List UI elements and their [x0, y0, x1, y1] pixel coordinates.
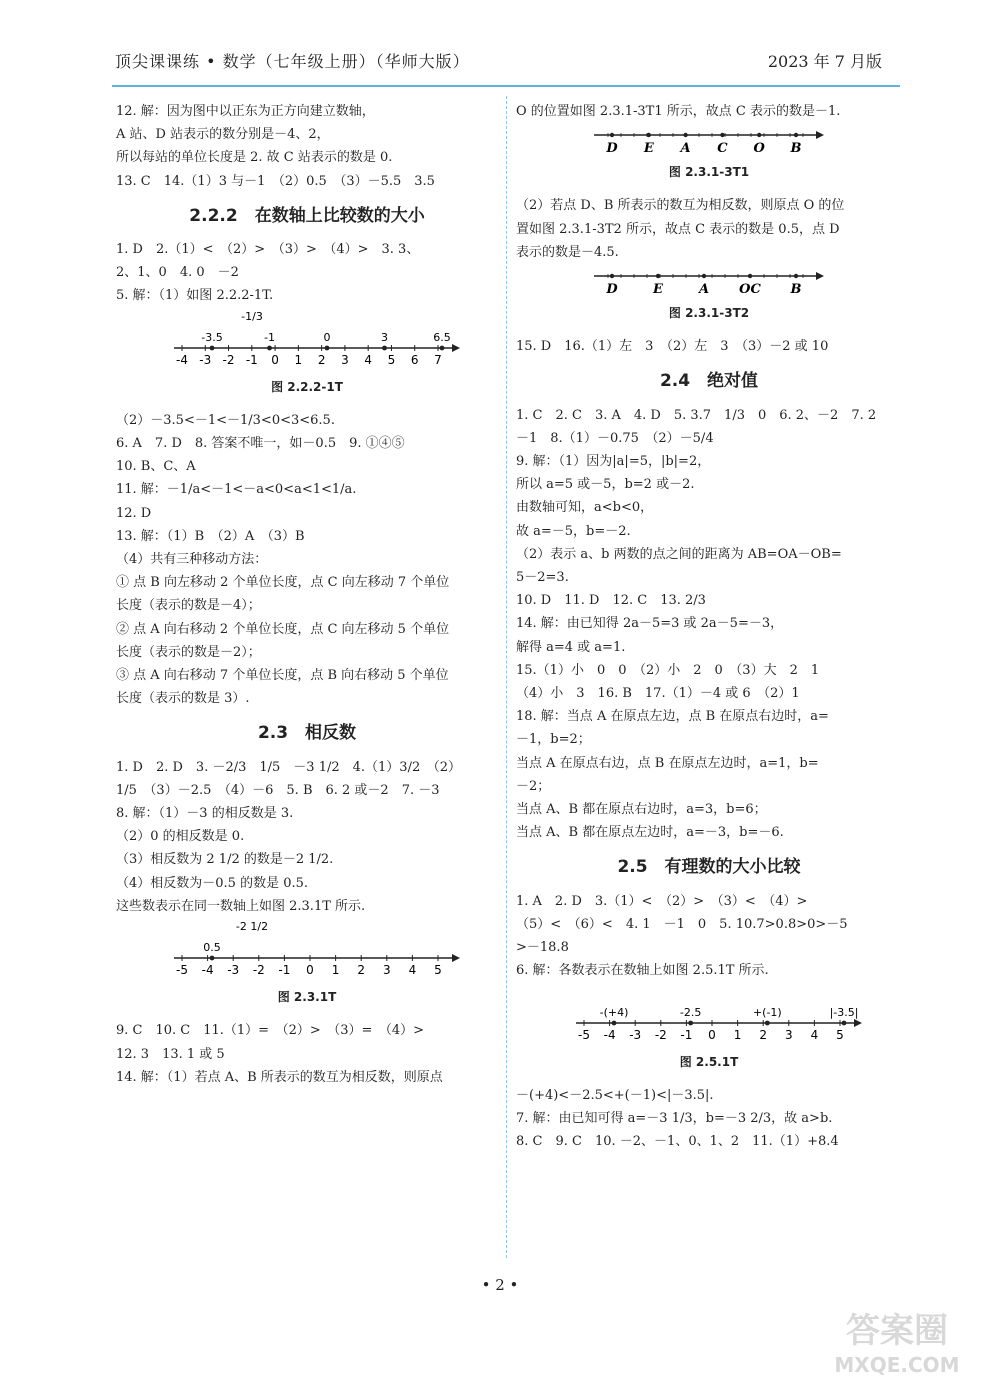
- figure-container: [516, 983, 902, 1047]
- figure-container: [116, 308, 498, 372]
- answer-line: －2；: [516, 778, 551, 794]
- point-mark: [683, 133, 687, 137]
- answer-line: 15.（1）小 0 0 （2）小 2 0 （3）大 2 1: [516, 662, 820, 678]
- answer-line: 由数轴可知，a<b<0，: [516, 500, 654, 516]
- point-mark: [210, 956, 215, 961]
- number-line-figure: [544, 983, 874, 1047]
- section-heading: 2.2.2 在数轴上比较数的大小: [189, 205, 425, 226]
- answer-line: 1/5 （3）－2.5 （4）－6 5. B 6. 2 或－2 7. －3: [116, 782, 440, 798]
- point-label: D: [606, 282, 618, 298]
- point-label: OC: [739, 282, 761, 298]
- answer-line: （2）－3.5<－1<－1/3<0<3<6.5.: [116, 412, 335, 428]
- tick-label: 3: [784, 1027, 793, 1042]
- answer-line: 8. C 9. C 10. －2、－1、0、1、2 11.（1）+8.4: [516, 1134, 839, 1150]
- answer-line: 7. 解：由已知可得 a=－3 1/3，b=－3 2/3，故 a>b.: [516, 1110, 833, 1126]
- answer-line: 当点 A、B 都在原点右边时，a=3，b=6；: [516, 802, 767, 818]
- tick-label: 7: [434, 352, 442, 367]
- header-title: 顶尖课课练 • 数学（七年级上册）（华师大版）: [115, 52, 470, 71]
- point-label: D: [606, 141, 618, 157]
- tick-label: 4: [408, 963, 417, 978]
- answer-line: 15. D 16.（1）左 3 （2）左 3 （3）－2 或 10: [516, 339, 829, 355]
- axis-arrow: [452, 954, 460, 962]
- section-heading: 2.3 相反数: [257, 723, 357, 744]
- tick-label: -3: [629, 1027, 642, 1042]
- axis-arrow: [816, 131, 824, 139]
- point-mark: [610, 133, 614, 137]
- answer-line: 当点 A、B 都在原点左边时，a=－3，b=－6.: [516, 825, 784, 841]
- tick-label: -1: [680, 1027, 693, 1042]
- point-label: B: [790, 282, 802, 298]
- number-line-figure: [142, 918, 472, 982]
- point-label: E: [643, 141, 654, 157]
- tick-label: 1: [294, 352, 303, 367]
- answer-line: ② 点 A 向右移动 2 个单位长度，点 C 向左移动 5 个单位: [116, 621, 450, 637]
- answer-line: 所以每站的单位长度是 2. 故 C 站表示的数是 0.: [116, 150, 393, 166]
- point-label: +(-1): [752, 1005, 782, 1019]
- tick-label: 0: [306, 963, 314, 978]
- point-mark: [325, 345, 330, 350]
- point-mark: [382, 345, 387, 350]
- point-label: -1: [264, 330, 275, 344]
- answer-line: （2）0 的相反数是 0.: [116, 829, 245, 845]
- tick-label: 0: [708, 1027, 716, 1042]
- point-label: |-3.5|: [829, 1005, 859, 1019]
- point-mark: [688, 1020, 693, 1025]
- answer-line: 12. 解：因为图中以正东为正方向建立数轴，: [116, 104, 375, 119]
- answer-line: 长度（表示的数是 3）.: [116, 691, 250, 707]
- point-mark: [612, 1020, 617, 1025]
- header-edition: 2023 年 7 月版: [767, 52, 882, 71]
- tick-label: 3: [382, 963, 391, 978]
- number-line-figure: [142, 308, 472, 372]
- tick-label: 2: [759, 1027, 768, 1042]
- point-mark: [757, 133, 761, 137]
- point-label: -2.5: [679, 1005, 702, 1019]
- column-divider: [506, 96, 507, 1258]
- point-mark: [794, 274, 798, 278]
- answer-line: 10. D 11. D 12. C 13. 2/3: [516, 593, 706, 609]
- answer-line: 长度（表示的数是－4）；: [116, 598, 261, 614]
- answer-line: 14. 解：（1）若点 A、B 所表示的数互为相反数，则原点: [116, 1069, 443, 1085]
- point-mark: [210, 345, 215, 350]
- answer-line: 11. 解：－1/a<－1<－a<0<a<1<1/a.: [116, 482, 357, 498]
- number-line-figure: [594, 264, 824, 298]
- tick-label: -4: [201, 963, 214, 978]
- stamp-text: 答案圈: [846, 1311, 948, 1351]
- figure-container: [516, 123, 902, 157]
- tick-label: 4: [364, 352, 373, 367]
- tick-label: 0: [271, 352, 279, 367]
- axis-arrow: [452, 344, 460, 352]
- answer-line: 1. D 2.（1）< （2）> （3）> （4）> 3. 3、: [116, 242, 420, 258]
- answer-line: 18. 解：当点 A 在原点左边，点 B 在原点右边时，a=: [516, 709, 829, 725]
- axis-arrow: [816, 272, 824, 280]
- answer-line: ③ 点 A 向右移动 7 个单位长度，点 B 向右移动 5 个单位: [116, 668, 449, 684]
- tick-label: 4: [810, 1027, 819, 1042]
- point-mark: [720, 133, 724, 137]
- answer-line: 解得 a=4 或 a=1.: [516, 639, 626, 655]
- point-label: 6.5: [433, 330, 451, 344]
- point-label: -3.5: [201, 330, 223, 344]
- point-label: 3: [381, 330, 388, 344]
- point-label: A: [680, 141, 691, 157]
- answer-line: （4）小 3 16. B 17.（1）－4 或 6 （2）1: [516, 686, 800, 702]
- point-mark: [842, 1020, 847, 1025]
- tick-label: -2: [654, 1027, 667, 1042]
- figure-caption: 图 2.2.2-1T: [271, 379, 343, 394]
- point-label: B: [790, 141, 802, 157]
- answer-line: 9. 解：（1）因为|a|=5，|b|=2，: [516, 454, 711, 470]
- tick-label: 1: [733, 1027, 742, 1042]
- answer-line: 故 a=－5，b=－2.: [516, 523, 631, 539]
- answer-line: 12. D: [116, 505, 152, 521]
- tick-label: 1: [331, 963, 340, 978]
- point-label: 0: [323, 330, 331, 344]
- point-mark: [440, 345, 445, 350]
- point-mark: [647, 133, 651, 137]
- tick-label: 2: [317, 352, 326, 367]
- point-mark: [610, 274, 614, 278]
- figure-container: [116, 918, 498, 982]
- answer-line: 2、1、0 4. 0 －2: [116, 265, 239, 281]
- figure-container: [516, 264, 902, 298]
- right-column: [516, 100, 902, 1153]
- tick-label: 5: [836, 1027, 844, 1042]
- answer-line: O 的位置如图 2.3.1-3T1 所示，故点 C 表示的数是－1.: [516, 104, 841, 119]
- answer-line: （2）表示 a、b 两数的点之间的距离为 AB=OA－OB=: [516, 546, 842, 562]
- figure-caption: 图 2.3.1T: [277, 990, 337, 1005]
- answer-line: 所以 a=5 或－5，b=2 或－2.: [516, 477, 695, 493]
- point-mark: [702, 274, 706, 278]
- tick-label: 3: [341, 352, 349, 367]
- figure-caption: 图 2.3.1-3T1: [668, 165, 750, 180]
- stamp-url: MXQE.COM: [834, 1353, 960, 1377]
- tick-label: -3: [227, 963, 240, 978]
- answer-line: A 站、D 站表示的数分别是－4、2，: [116, 127, 330, 143]
- tick-label: -1: [278, 963, 291, 978]
- answer-line: 长度（表示的数是－2）；: [116, 644, 261, 660]
- tick-label: 5: [387, 352, 396, 367]
- answer-line: 置如图 2.3.1-3T2 所示，故点 C 表示的数是 0.5，点 D: [516, 221, 840, 237]
- point-mark: [748, 274, 752, 278]
- tick-label: -4: [176, 352, 188, 367]
- figure-caption: 图 2.3.1-3T2: [668, 306, 750, 321]
- answer-line: －1 8.（1）－0.75 （2）－5/4: [516, 430, 714, 446]
- header-rule: [112, 85, 900, 87]
- answer-line: 5. 解：（1）如图 2.2.2-1T.: [116, 288, 274, 304]
- axis-arrow: [854, 1019, 862, 1027]
- point-label: C: [717, 141, 728, 157]
- point-label: E: [653, 282, 663, 298]
- tick-label: 5: [434, 963, 442, 978]
- tick-label: 2: [357, 963, 366, 978]
- point-label: O: [753, 141, 765, 157]
- tick-label: -2: [252, 963, 265, 978]
- answer-line: 8. 解：（1）－3 的相反数是 3.: [116, 806, 294, 822]
- answer-line: 12. 3 13. 1 或 5: [116, 1046, 225, 1062]
- point-label: 0.5: [203, 941, 221, 955]
- section-heading: 2.5 有理数的大小比较: [617, 857, 801, 878]
- point-mark: [794, 133, 798, 137]
- answer-line: （2）若点 D、B 所表示的数互为相反数，则原点 O 的位: [516, 198, 845, 214]
- answer-line: 1. C 2. C 3. A 4. D 5. 3.7 1/3 0 6. 2、－2 7. 2: [516, 407, 877, 423]
- tick-label: -1: [245, 352, 258, 367]
- answer-line: >－18.8: [516, 940, 569, 956]
- answer-line: ① 点 B 向左移动 2 个单位长度，点 C 向左移动 7 个单位: [116, 575, 450, 591]
- point-mark: [765, 1020, 770, 1025]
- number-line-figure: [594, 123, 824, 157]
- fraction-label: -1/3: [241, 309, 263, 323]
- section-heading: 2.4 绝对值: [659, 371, 759, 392]
- point-mark: [656, 274, 660, 278]
- page-number: • 2 •: [481, 1276, 519, 1294]
- answer-line: －1，b=2；: [516, 732, 591, 748]
- tick-label: -5: [176, 963, 188, 978]
- answer-line: 5－2=3.: [516, 570, 569, 586]
- point-label: -(+4): [599, 1005, 629, 1019]
- answer-line: －(+4)<－2.5<+(－1)<|－3.5|.: [516, 1087, 714, 1103]
- answer-line: 6. 解：各数表示在数轴上如图 2.5.1T 所示.: [516, 963, 769, 979]
- tick-label: -2: [222, 352, 235, 367]
- tick-label: 6: [410, 352, 419, 367]
- answer-line: 表示的数是－4.5.: [516, 244, 619, 260]
- point-mark: [267, 345, 272, 350]
- answer-line: 这些数表示在同一数轴上如图 2.3.1T 所示.: [116, 898, 366, 914]
- tick-label: -5: [578, 1027, 590, 1042]
- tick-label: -3: [199, 352, 212, 367]
- answer-line: 9. C 10. C 11.（1）= （2）> （3）= （4）>: [116, 1023, 425, 1039]
- answer-line: （5）< （6）< 4. 1 －1 0 5. 10.7>0.8>0>－5: [516, 916, 848, 932]
- answer-line: 10. B、C、A: [116, 459, 196, 475]
- answer-line: 6. A 7. D 8. 答案不唯一，如－0.5 9. ①④⑤: [116, 436, 405, 452]
- answer-line: （4）共有三种移动方法：: [116, 552, 268, 568]
- left-column: [116, 100, 498, 1089]
- answer-line: 1. D 2. D 3. －2/3 1/5 －3 1/2 4.（1）3/2 （2）: [116, 759, 461, 775]
- answer-line: 13. C 14.（1）3 与－1 （2）0.5 （3）－5.5 3.5: [116, 173, 435, 189]
- answer-line: 当点 A 在原点右边，点 B 在原点左边时，a=1，b=: [516, 755, 819, 771]
- point-label: A: [698, 282, 710, 298]
- answer-line: 13. 解：（1）B （2）A （3）B: [116, 528, 305, 544]
- answer-stamp-logo: [815, 1300, 980, 1380]
- fraction-label: -2 1/2: [235, 920, 269, 934]
- answer-line: （4）相反数为－0.5 的数是 0.5.: [116, 875, 309, 891]
- tick-label: -4: [603, 1027, 616, 1042]
- answer-line: 14. 解：由已知得 2a－5=3 或 2a－5=－3，: [516, 616, 784, 632]
- answer-line: （3）相反数为 2 1/2 的数是－2 1/2.: [116, 852, 334, 868]
- figure-caption: 图 2.5.1T: [679, 1054, 739, 1069]
- answer-line: 1. A 2. D 3.（1）< （2）> （3）< （4）>: [516, 893, 808, 909]
